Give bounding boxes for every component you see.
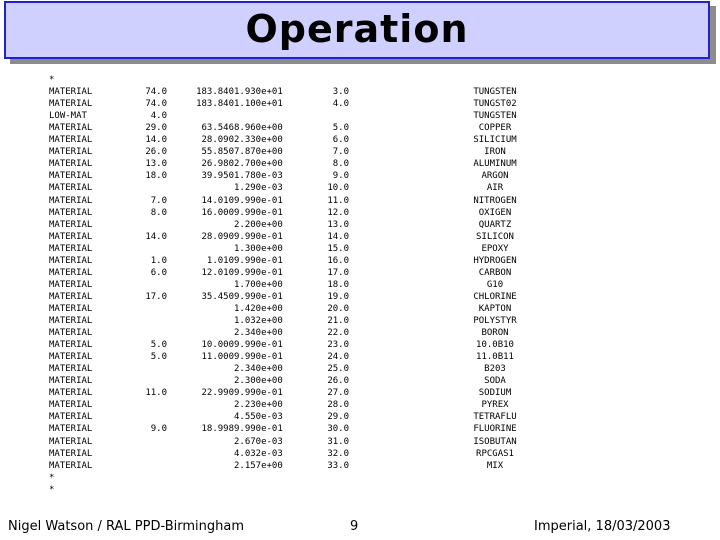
density-cell: 7.870e+00 [234,147,283,158]
atomic-number-cell: 18.0 [145,171,167,182]
atomic-number-cell: 5.0 [150,352,167,363]
atomic-weight-cell: 10.000 [201,340,234,351]
table-row [0,327,720,339]
material-name-cell: HYDROGEN [473,255,517,266]
material-card-cell: MATERIAL [49,352,93,363]
material-card-cell: MATERIAL [49,424,93,435]
material-card-cell: MATERIAL [49,159,93,170]
material-index-cell: 23.0 [327,340,349,351]
table-row [0,339,720,351]
material-index-cell: 12.0 [327,207,349,218]
table-row [0,170,720,182]
table-row [0,267,720,279]
material-index-cell: 6.0 [332,135,349,146]
material-index-cell: 30.0 [327,424,349,435]
material-index-cell: 16.0 [327,255,349,266]
material-card-cell: MATERIAL [49,291,93,302]
footer-author: Nigel Watson / RAL PPD-Birmingham [8,519,244,534]
atomic-weight-cell: 28.090 [201,135,234,146]
material-card-cell: MATERIAL [49,412,93,423]
atomic-number-cell: 5.0 [150,340,167,351]
material-card-cell: MATERIAL [49,436,93,447]
material-name-cell: B203 [484,364,506,375]
material-name-cell: SODIUM [478,388,512,399]
table-row [0,231,720,243]
density-cell: 2.340e+00 [234,364,283,375]
atomic-weight-cell: 1.010 [206,255,234,266]
title-banner [4,1,710,59]
density-cell: 2.300e+00 [234,376,283,387]
table-row [0,291,720,303]
material-card-cell: MATERIAL [49,87,93,98]
material-card-cell: MATERIAL [49,316,93,326]
density-cell: 1.700e+00 [234,279,283,290]
table-row [0,122,720,134]
table-row [0,158,720,170]
material-name-cell: SILICON [476,231,514,242]
density-cell: 2.330e+00 [234,135,283,146]
atomic-weight-cell: 35.450 [201,291,234,302]
table-row [0,436,720,448]
material-index-cell: 15.0 [327,243,349,254]
density-cell: 9.990e-01 [234,388,283,399]
material-card-cell: MATERIAL [49,400,93,411]
material-name-cell: ISOBUTAN [473,436,517,447]
material-index-cell: 28.0 [327,400,349,411]
material-index-cell: 9.0 [332,171,349,182]
atomic-weight-cell: 16.000 [201,207,234,218]
material-name-cell: POLYSTYR [473,316,517,326]
material-name-cell: RPCGAS1 [476,448,514,459]
material-index-cell: 11.0 [327,195,349,206]
table-row [0,484,720,496]
material-card-cell: MATERIAL [49,255,93,266]
material-name-cell: NITROGEN [473,195,517,206]
atomic-number-cell: 6.0 [150,267,167,278]
material-index-cell: 22.0 [327,328,349,339]
atomic-weight-cell: 12.010 [201,267,234,278]
density-cell: 1.100e+01 [234,99,283,110]
density-cell: 2.700e+00 [234,159,283,170]
density-cell: 9.990e-01 [234,291,283,302]
material-index-cell: 33.0 [327,460,349,471]
material-card-cell: MATERIAL [49,171,93,182]
density-cell: 9.990e-01 [234,195,283,206]
material-card-cell: MATERIAL [49,267,93,278]
density-cell: 9.990e-01 [234,267,283,278]
material-card-cell: MATERIAL [49,231,93,242]
material-index-cell: 29.0 [327,412,349,423]
material-name-cell: OXIGEN [478,207,512,218]
material-index-cell: 10.0 [327,183,349,194]
atomic-weight-cell: 14.010 [201,195,234,206]
atomic-number-cell: 9.0 [150,424,167,435]
material-name-cell: AIR [486,183,504,194]
density-cell: 9.990e-01 [234,207,283,218]
atomic-number-cell: 74.0 [145,87,167,98]
atomic-weight-cell: 183.840 [196,99,234,110]
material-name-cell: 10.0B10 [476,340,514,351]
table-row [0,182,720,194]
table-row [0,387,720,399]
material-name-cell: TUNGSTEN [473,87,517,98]
material-card-cell: MATERIAL [49,135,93,146]
density-cell: 9.990e-01 [234,255,283,266]
density-cell: 1.290e-03 [234,183,283,194]
atomic-weight-cell: 28.090 [201,231,234,242]
atomic-weight-cell: 26.980 [201,159,234,170]
material-card-cell: MATERIAL [49,328,93,339]
atomic-number-cell: 13.0 [145,159,167,170]
material-card-cell: MATERIAL [49,340,93,351]
material-card-cell: MATERIAL [49,243,93,254]
table-row [0,195,720,207]
table-row [0,243,720,255]
density-cell: 9.990e-01 [234,231,283,242]
table-row [0,110,720,122]
material-index-cell: 18.0 [327,279,349,290]
material-name-cell: IRON [484,147,506,158]
density-cell: 2.670e-03 [234,436,283,447]
atomic-number-cell: 17.0 [145,291,167,302]
footer-venue-date: Imperial, 18/03/2003 [534,519,671,534]
atomic-number-cell: 26.0 [145,147,167,158]
material-card-cell: LOW-MAT [49,111,87,122]
density-cell: 2.340e+00 [234,328,283,339]
material-name-cell: QUARTZ [478,219,512,230]
atomic-weight-cell: 39.950 [201,171,234,182]
material-index-cell: 8.0 [332,159,349,170]
material-card-cell: MATERIAL [49,388,93,399]
density-cell: 9.990e-01 [234,352,283,363]
table-row [0,134,720,146]
material-name-cell: BORON [481,328,509,339]
table-row [0,460,720,472]
atomic-number-cell: 7.0 [150,195,167,206]
material-card-cell: MATERIAL [49,376,93,387]
density-cell: 1.032e+00 [234,316,283,326]
material-name-cell: SODA [484,376,506,387]
atomic-weight-cell: 11.000 [201,352,234,363]
density-cell: 1.420e+00 [234,303,283,314]
material-card-cell: MATERIAL [49,448,93,459]
material-name-cell: G10 [486,279,504,290]
material-card-cell: MATERIAL [49,364,93,375]
atomic-number-cell: 74.0 [145,99,167,110]
material-card-cell: MATERIAL [49,219,93,230]
atomic-weight-cell: 18.998 [201,424,234,435]
table-row [0,303,720,315]
material-name-cell: CHLORINE [473,291,517,302]
table-row [0,315,720,327]
table-row [0,448,720,460]
material-index-cell: 14.0 [327,231,349,242]
material-card-cell: MATERIAL [49,147,93,158]
material-card-cell: * [49,484,55,495]
material-index-cell: 24.0 [327,352,349,363]
material-index-cell: 26.0 [327,376,349,387]
material-index-cell: 19.0 [327,291,349,302]
table-row [0,98,720,110]
density-cell: 4.032e-03 [234,448,283,459]
density-cell: 9.990e-01 [234,424,283,435]
density-cell: 1.300e+00 [234,243,283,254]
atomic-weight-cell: 63.546 [201,123,234,134]
atomic-number-cell: 1.0 [150,255,167,266]
atomic-number-cell: 14.0 [145,231,167,242]
material-name-cell: TETRAFLU [473,412,517,423]
material-card-cell: MATERIAL [49,279,93,290]
material-card-cell: * [49,472,55,483]
material-card-cell: MATERIAL [49,207,93,218]
density-cell: 1.930e+01 [234,87,283,98]
material-card-cell: MATERIAL [49,195,93,206]
density-cell: 1.780e-03 [234,171,283,182]
material-index-cell: 20.0 [327,303,349,314]
material-card-cell: MATERIAL [49,460,93,471]
material-name-cell: TUNGST02 [473,99,517,110]
table-row [0,472,720,484]
atomic-number-cell: 11.0 [145,388,167,399]
atomic-weight-cell: 22.990 [201,388,234,399]
table-row [0,411,720,423]
table-row [0,207,720,219]
density-cell: 4.550e-03 [234,412,283,423]
material-name-cell: ALUMINUM [473,159,517,170]
density-cell: 9.990e-01 [234,340,283,351]
material-index-cell: 32.0 [327,448,349,459]
atomic-number-cell: 4.0 [150,111,167,122]
density-cell: 8.960e+00 [234,123,283,134]
material-index-cell: 17.0 [327,267,349,278]
material-index-cell: 13.0 [327,219,349,230]
slide-title: Operation [245,7,469,51]
table-row [0,86,720,98]
atomic-weight-cell: 183.840 [196,87,234,98]
table-row [0,375,720,387]
material-card-cell: MATERIAL [49,183,93,194]
material-name-cell: CARBON [478,267,512,278]
table-row [0,279,720,291]
material-card-cell: MATERIAL [49,99,93,110]
material-name-cell: KAPTON [478,303,512,314]
material-name-cell: COPPER [478,123,512,134]
atomic-number-cell: 14.0 [145,135,167,146]
material-name-cell: 11.0B11 [476,352,514,363]
material-index-cell: 31.0 [327,436,349,447]
table-row [0,363,720,375]
material-index-cell: 4.0 [332,99,349,110]
material-name-cell: TUNGSTEN [473,111,517,122]
material-name-cell: MIX [486,460,504,471]
material-name-cell: EPOXY [481,243,509,254]
material-card-cell: MATERIAL [49,123,93,134]
table-row [0,146,720,158]
material-index-cell: 27.0 [327,388,349,399]
material-index-cell: 7.0 [332,147,349,158]
density-cell: 2.230e+00 [234,400,283,411]
density-cell: 2.200e+00 [234,219,283,230]
material-name-cell: PYREX [481,400,509,411]
table-row [0,219,720,231]
table-row [0,74,720,86]
page-number: 9 [350,519,359,534]
material-name-cell: ARGON [481,171,509,182]
material-index-cell: 25.0 [327,364,349,375]
table-row [0,399,720,411]
table-row [0,423,720,435]
material-card-cell: * [49,75,55,85]
material-name-cell: SILICIUM [473,135,517,146]
material-index-cell: 3.0 [332,87,349,98]
atomic-number-cell: 8.0 [150,207,167,218]
table-row [0,351,720,363]
material-index-cell: 21.0 [327,316,349,326]
material-index-cell: 5.0 [332,123,349,134]
atomic-weight-cell: 55.850 [201,147,234,158]
density-cell: 2.157e+00 [234,460,283,471]
material-card-cell: MATERIAL [49,303,93,314]
table-row [0,255,720,267]
material-name-cell: FLUORINE [473,424,517,435]
atomic-number-cell: 29.0 [145,123,167,134]
